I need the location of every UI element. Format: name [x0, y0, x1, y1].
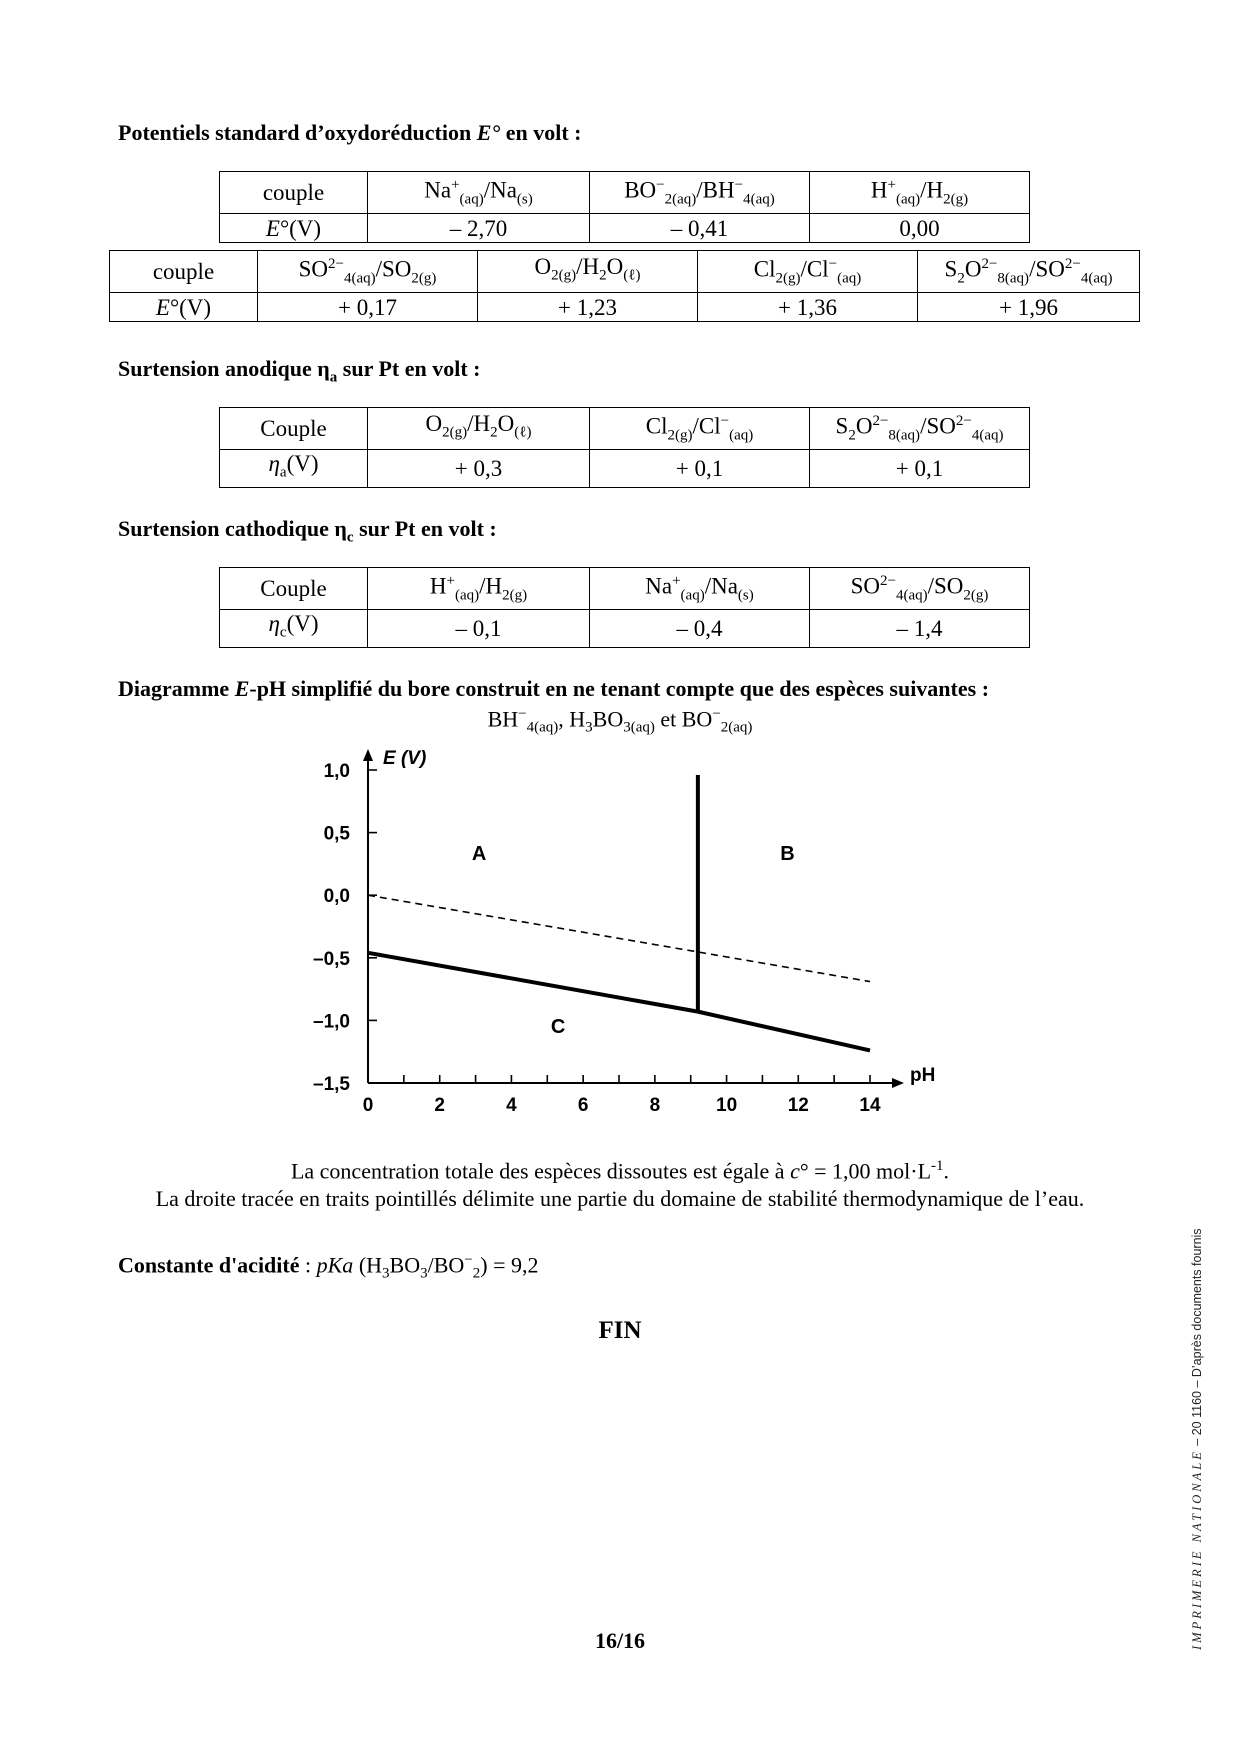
y-tick-label: –1,0: [313, 1011, 350, 1033]
table-row: [220, 568, 1030, 610]
cell-couple: $SO^{2-}_{4(aq)}/SO_{2(g)}$: [258, 251, 478, 293]
cell-value: – 2,70: [368, 214, 590, 243]
cell-couple: $S_2O^{2-}_{8(aq)}/SO^{2-}_{4(aq)}$: [810, 408, 1030, 450]
y-tick-label: –1,5: [313, 1074, 350, 1095]
table-row: [110, 293, 1140, 322]
heading-surtension-anodique: Surtension anodique $\eta_a$ sur Pt en volt :: [118, 356, 481, 386]
cell-couple: $BO^-_{2(aq)}/BH^-_{4(aq)}$: [590, 172, 810, 214]
cell-couple: $Na^+_{(aq)}/Na_{(s)}$: [368, 172, 590, 214]
cell-value: – 0,41: [590, 214, 810, 243]
heading-diagramme: Diagramme E-pH simplifié du bore construit en ne tenant compte que des espèces suivantes :: [118, 676, 990, 701]
x-tick-label: 0: [362, 1095, 374, 1116]
y-tick-label: 0,5: [323, 823, 350, 845]
cell-couple: $O_{2(g)}/H_2O_{(\ell)}$: [478, 251, 698, 293]
cell-value: – 0,4: [590, 610, 810, 648]
cell-value: + 0,1: [810, 450, 1030, 488]
table-surtension-anodique: [219, 407, 1030, 488]
boundary-line: [698, 1012, 870, 1051]
cell-label: Couple: [220, 568, 368, 610]
cell-value: + 1,96: [918, 293, 1140, 322]
cell-couple: $O_{2(g)}/H_2O_{(\ell)}$: [368, 408, 590, 450]
region-label-b: B: [780, 843, 795, 866]
boundary-line: [368, 953, 698, 1012]
cell-label: E°(V): [110, 293, 258, 322]
y-tick-label: 0,0: [323, 886, 350, 908]
cell-label: E°(V): [220, 214, 368, 243]
y-tick-label: 1,0: [323, 761, 350, 782]
cell-couple: $H^+_{(aq)}/H_{2(g)}$: [368, 568, 590, 610]
cell-value: – 1,4: [810, 610, 1030, 648]
water-stability-line: [368, 895, 870, 981]
cell-label: couple: [220, 172, 368, 214]
table-row: [220, 610, 1030, 648]
note-concentration: La concentration totale des espèces dissoutes est égale à c° = 1,00 $mol\cdot L^{-1}$.: [290, 1158, 950, 1184]
cell-couple: $Cl_{2(g)}/Cl^-_{(aq)}$: [590, 408, 810, 450]
x-tick-label: 8: [649, 1095, 661, 1116]
x-tick-label: 12: [787, 1095, 809, 1116]
cell-value: – 0,1: [368, 610, 590, 648]
table-row: [220, 214, 1030, 243]
x-axis-label: pH: [910, 1065, 936, 1086]
fin: FIN: [598, 1317, 642, 1344]
cell-couple: $Cl_{2(g)}/Cl^-_{(aq)}$: [698, 251, 918, 293]
table-row: [220, 450, 1030, 488]
cell-value: 0,00: [810, 214, 1030, 243]
heading-potentiels: Potentiels standard d’oxydoréduction E° en volt :: [118, 120, 582, 145]
y-axis-label: E (V): [383, 748, 427, 769]
x-tick-label: 4: [506, 1095, 517, 1116]
cell-value: + 1,36: [698, 293, 918, 322]
cell-label: couple: [110, 251, 258, 293]
table-row: [220, 172, 1030, 214]
cell-couple: $SO^{2-}_{4(aq)}/SO_{2(g)}$: [810, 568, 1030, 610]
cell-couple: $Na^+_{(aq)}/Na_{(s)}$: [590, 568, 810, 610]
page-number: 16/16: [594, 1628, 646, 1653]
cell-label: Couple: [220, 408, 368, 450]
x-tick-label: 2: [434, 1095, 446, 1116]
table-row: [110, 251, 1140, 293]
cell-couple: $H^+_{(aq)}/H_{2(g)}$: [810, 172, 1030, 214]
side-imprint: IMPRIMERIE NATIONALE – 20 1160 – D’après documents fournis: [1190, 1228, 1204, 1650]
cell-value: + 1,23: [478, 293, 698, 322]
y-axis-arrow: [363, 749, 373, 761]
cell-couple: $S_2O^{2-}_{8(aq)}/SO^{2-}_{4(aq)}$: [918, 251, 1140, 293]
table-row: [220, 408, 1030, 450]
cell-label: $\eta_a(V)$: [220, 450, 368, 488]
x-tick-label: 14: [859, 1095, 881, 1116]
region-label-c: C: [550, 1015, 566, 1038]
cell-value: + 0,1: [590, 450, 810, 488]
species-line: $BH^-_{4(aq)}$, $H_3BO_{3(aq)}$ et $BO^-_{2(aq)}$: [487, 706, 753, 736]
e-ph-diagram: [300, 745, 940, 1125]
table-potentiels-2: [109, 250, 1140, 322]
region-label-a: A: [471, 843, 487, 866]
cell-label: $\eta_c(V)$: [220, 610, 368, 648]
x-tick-label: 10: [716, 1095, 738, 1116]
cell-value: + 0,17: [258, 293, 478, 322]
acidity-constant: Constante d'acidité : pKa $(H_3BO_3/BO^-_2) = 9,2$: [118, 1252, 539, 1282]
cell-value: + 0,3: [368, 450, 590, 488]
heading-surtension-cathodique: Surtension cathodique $\eta_c$ sur Pt en volt :: [118, 516, 497, 546]
y-tick-label: –0,5: [313, 948, 350, 970]
x-axis-arrow: [892, 1078, 904, 1088]
table-potentiels-1: [219, 171, 1030, 243]
x-tick-label: 6: [577, 1095, 589, 1116]
table-surtension-cathodique: [219, 567, 1030, 648]
note-water: La droite tracée en traits pointillés délimite une partie du domaine de stabilité thermodynamique de l’eau.: [155, 1186, 1085, 1211]
